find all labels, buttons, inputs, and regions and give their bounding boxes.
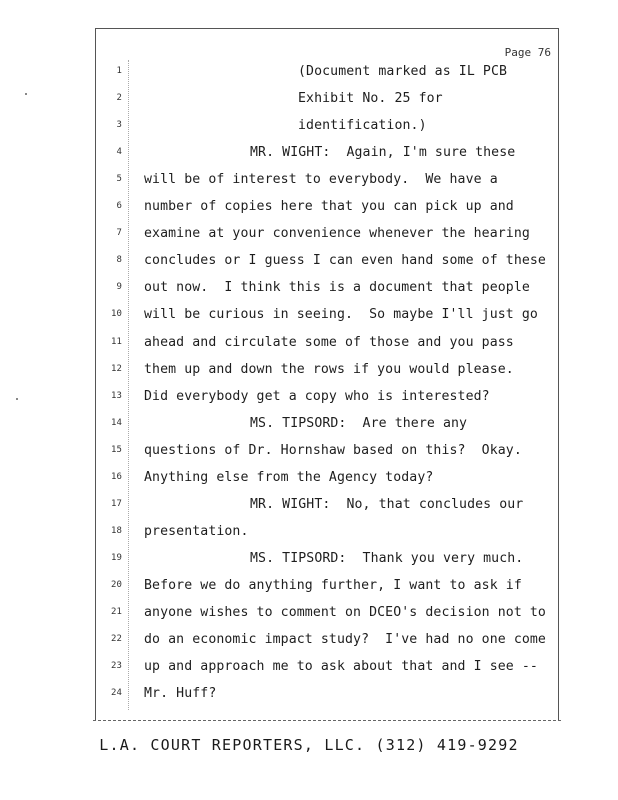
line-text: them up and down the rows if you would please. — [144, 361, 514, 377]
transcript-line — [100, 226, 560, 246]
line-text: will be curious in seeing. So maybe I'll just go — [144, 307, 538, 323]
line-number: 1 — [116, 66, 122, 76]
line-text: Before we do anything further, I want to ask if — [144, 577, 522, 593]
transcript-line — [100, 632, 560, 652]
line-number: 14 — [110, 417, 122, 428]
line-text: out now. I think this is a document that people — [144, 280, 530, 296]
line-text: do an economic impact study? I've had no one come — [144, 632, 546, 648]
line-number: 20 — [110, 579, 122, 590]
page-bottom-rule — [93, 720, 561, 721]
line-number: 2 — [116, 93, 122, 104]
line-text: identification.) — [298, 118, 427, 134]
line-number: 3 — [116, 120, 122, 131]
line-text: Exhibit No. 25 for — [298, 91, 443, 107]
transcript-line — [100, 686, 560, 706]
line-number: 16 — [110, 471, 122, 482]
line-text: presentation. — [144, 523, 249, 539]
transcript-line — [100, 362, 560, 382]
line-number: 22 — [110, 634, 122, 645]
line-text: questions of Dr. Hornshaw based on this? Okay. — [144, 442, 522, 458]
line-number: 21 — [110, 607, 122, 617]
line-number: 10 — [110, 309, 122, 320]
transcript-line — [100, 578, 560, 598]
transcript-line — [100, 416, 560, 436]
line-text: MR. WIGHT: Again, I'm sure these — [250, 145, 516, 161]
transcript-line — [100, 497, 560, 517]
transcript-line — [100, 307, 560, 327]
line-text: Anything else from the Agency today? — [144, 469, 434, 485]
line-number: 8 — [116, 255, 122, 266]
line-number: 23 — [110, 661, 122, 672]
transcript-line — [100, 199, 560, 219]
line-number: 17 — [110, 498, 122, 509]
transcript-line — [100, 389, 560, 409]
transcript-line — [100, 64, 560, 84]
line-number: 6 — [116, 201, 122, 212]
line-number: 7 — [116, 228, 122, 239]
transcript-line — [100, 524, 560, 544]
transcript-line — [100, 253, 560, 273]
line-number: 11 — [110, 336, 122, 347]
line-text: anyone wishes to comment on DCEO's decision not to — [144, 605, 546, 620]
transcript-line — [100, 172, 560, 192]
line-text: Mr. Huff? — [144, 686, 217, 702]
line-number: 19 — [110, 552, 122, 563]
line-number: 24 — [110, 688, 122, 699]
line-text: MS. TIPSORD: Thank you very much. — [250, 550, 524, 566]
line-text: will be of interest to everybody. We have a — [144, 172, 498, 188]
transcript-line — [100, 470, 560, 490]
line-number: 9 — [116, 282, 122, 293]
line-text: number of copies here that you can pick up and — [144, 199, 514, 215]
transcript-line — [100, 443, 560, 463]
transcript-line — [100, 551, 560, 571]
line-text: MR. WIGHT: No, that concludes our — [250, 496, 524, 512]
scan-speck — [25, 93, 27, 95]
line-text: (Document marked as IL PCB — [298, 64, 508, 79]
line-number: 18 — [110, 525, 122, 536]
line-number: 4 — [116, 147, 122, 158]
line-text: concludes or I guess I can even hand some of these — [144, 253, 546, 269]
line-text: up and approach me to ask about that and I see -- — [144, 659, 538, 675]
page-number: Page 76 — [504, 46, 551, 59]
scan-speck — [16, 398, 18, 400]
transcript-line — [100, 118, 560, 138]
line-text: MS. TIPSORD: Are there any — [250, 415, 468, 431]
transcript-line — [100, 145, 560, 165]
transcript-line — [100, 91, 560, 111]
transcript-line — [100, 280, 560, 300]
footer-reporter-info: L.A. COURT REPORTERS, LLC. (312) 419-9292 — [99, 736, 519, 754]
line-text: ahead and circulate some of those and you pass — [144, 334, 514, 350]
line-number: 13 — [110, 390, 122, 401]
transcript-line — [100, 335, 560, 355]
transcript-line — [100, 605, 560, 625]
line-number: 15 — [110, 444, 122, 455]
transcript-line — [100, 659, 560, 679]
line-text: examine at your convenience whenever the hearing — [144, 226, 530, 242]
line-number: 12 — [110, 363, 122, 374]
line-text: Did everybody get a copy who is interested? — [144, 388, 490, 404]
line-number: 5 — [116, 174, 122, 185]
